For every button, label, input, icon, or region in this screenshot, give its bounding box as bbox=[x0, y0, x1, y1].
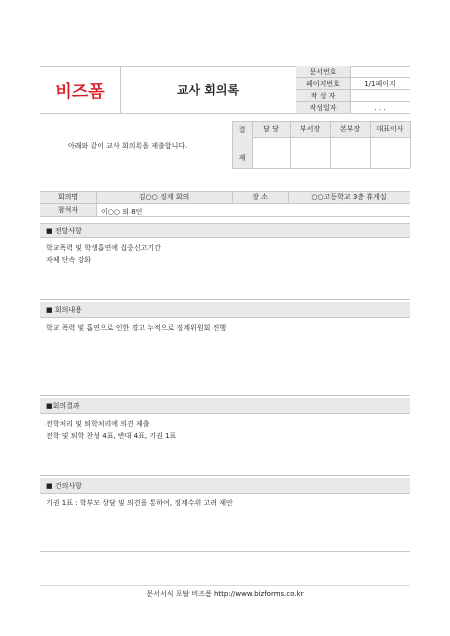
attendees-value: 이○○ 외 8인 bbox=[101, 208, 143, 216]
section-title-suggestion: ■ 건의사항 bbox=[46, 482, 82, 490]
meeting-name-value: 김○○ 징계 회의 bbox=[138, 193, 190, 201]
meeting-name-label: 회의명 bbox=[57, 193, 79, 201]
doc-number-value bbox=[350, 66, 410, 77]
date-value: . . . bbox=[374, 103, 386, 112]
place-value: ○○고등학교 3층 휴게실 bbox=[311, 193, 387, 201]
notice-line-2: 자체 단속 강화 bbox=[46, 256, 92, 264]
author-value bbox=[350, 90, 410, 101]
suggestion-line-1: 기권 1표 : 학부모 상담 및 의견을 통하여, 징계수위 고려 제안 bbox=[46, 499, 233, 507]
attendees-label: 참석자 bbox=[57, 206, 79, 214]
submission-statement: 아래와 같이 교사 회의록을 제출합니다. bbox=[68, 142, 188, 150]
approval-col-staff: 담 당 bbox=[263, 125, 279, 133]
page-number-value: 1/1페이지 bbox=[364, 79, 396, 88]
section-title-result: ■회의결과 bbox=[46, 402, 80, 410]
place-label: 장 소 bbox=[252, 193, 268, 201]
footer-text: 문서서식 포탈 비즈폼 http://www.bizforms.co.kr bbox=[146, 590, 304, 598]
content-line-1: 학교 폭력 및 흡연으로 인한 경고 누적으로 징계위원회 진행 bbox=[46, 324, 227, 332]
logo: 비즈폼 bbox=[55, 82, 105, 102]
author-label: 작 성 자 bbox=[296, 90, 350, 101]
page-title: 교사 회의록 bbox=[176, 83, 240, 97]
notice-line-1: 학교폭력 및 학생흡연에 집중신고기간 bbox=[46, 244, 161, 252]
approval-label-top: 결 bbox=[238, 126, 246, 134]
section-title-notice: ■ 전달사항 bbox=[46, 227, 82, 235]
result-line-1: 전학처리 및 퇴학처리에 의견 제출 bbox=[46, 420, 150, 428]
approval-label-bottom: 재 bbox=[238, 154, 246, 162]
page-number-label: 페이지번호 bbox=[296, 78, 350, 89]
approval-col-division-head: 본부장 bbox=[339, 125, 361, 133]
date-label: 작성일자 bbox=[296, 102, 350, 113]
approval-col-ceo: 대표이사 bbox=[376, 125, 404, 133]
doc-number-label: 문서번호 bbox=[296, 66, 350, 77]
result-line-2: 전학 및 퇴학 찬성 4표, 반대 4표, 기권 1표 bbox=[46, 432, 177, 440]
section-title-content: ■ 회의내용 bbox=[46, 306, 82, 314]
approval-col-dept-head: 부서장 bbox=[299, 125, 321, 133]
